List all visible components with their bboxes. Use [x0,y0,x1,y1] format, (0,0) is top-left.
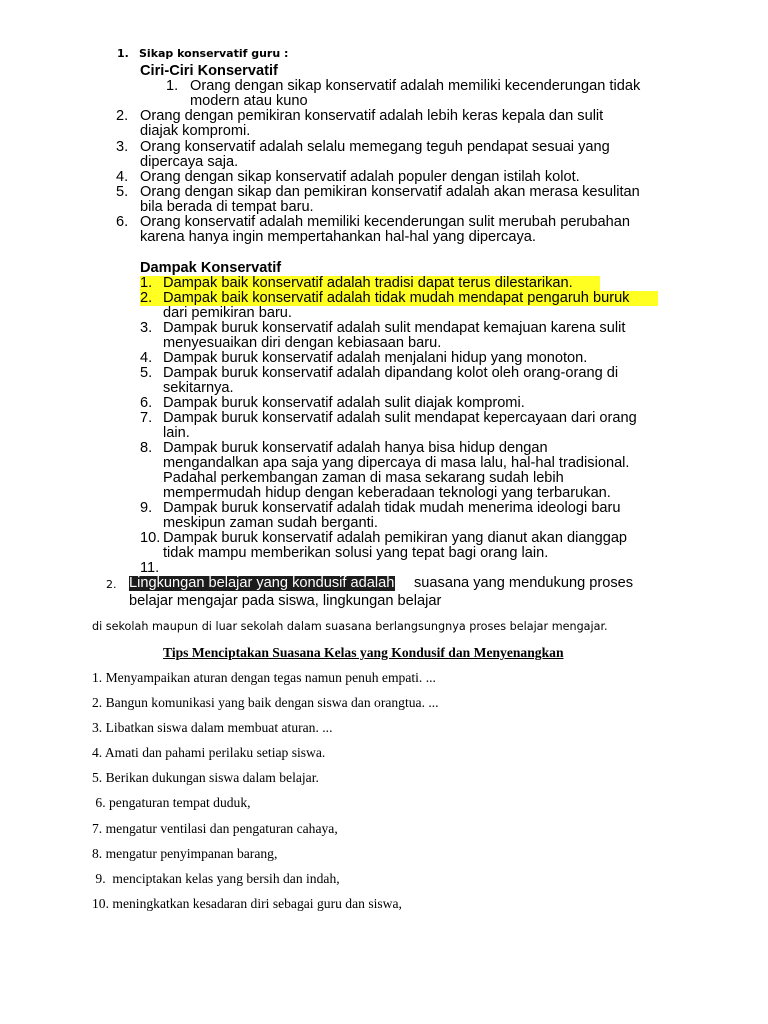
list-item: Orang dengan pemikiran konservatif adalah lebih keras kepala dan sulit [140,108,604,124]
list-item-number: 6. [140,395,153,411]
list-item: mengandalkan apa saja yang dipercaya di masa lalu, hal-hal tradisional. [163,455,630,471]
highlighted-list-item [140,291,658,306]
tip-item: 6. pengaturan tempat duduk, [92,795,251,810]
section-number: 2. [106,578,117,591]
list-item: menyesuaikan diri dengan kebiasaan baru. [163,335,442,351]
list-item: Orang dengan sikap dan pemikiran konservatif adalah akan merasa kesulitan [140,184,640,200]
list-item-number: 3. [140,320,153,336]
list-item: Dampak buruk konservatif adalah pemikiran yang dianut akan dianggap [163,530,628,546]
list-item: modern atau kuno [190,93,308,109]
list-item-number: 1. [166,78,179,94]
list-item-number: 4. [116,169,129,185]
list-item-number: 9. [140,500,153,516]
list-item: Orang konservatif adalah selalu memegang teguh pendapat sesuai yang [140,139,610,155]
definition-text: di sekolah maupun di luar sekolah dalam suasana berlangsungnya proses belajar mengajar. [92,620,608,633]
tip-item: 7. mengatur ventilasi dan pengaturan cahaya, [92,821,338,836]
list-item-number: 5. [140,365,153,381]
list-item: Dampak buruk konservatif adalah dipandang kolot oleh orang-orang di [163,365,619,381]
list-item: Dampak buruk konservatif adalah sulit mendapat kepercayaan dari orang [163,410,637,426]
highlighted-list-item [140,276,600,291]
list-item-number: 10. [140,530,161,546]
section-title: Sikap konservatif guru : [139,47,289,60]
list-item-number: 4. [140,350,153,366]
definition-text: belajar mengajar pada siswa, lingkungan belajar [129,593,442,609]
list-item: tidak mampu memberikan solusi yang tepat bagi orang lain. [163,545,549,561]
highlighted-definition: Lingkungan belajar yang kondusif adalah [129,575,395,591]
list-item-number: 5. [116,184,129,200]
tip-item: 1. Menyampaikan aturan dengan tegas namun penuh empati. ... [92,670,436,685]
list-item: Padahal perkembangan zaman di masa sekarang sudah lebih [163,470,564,486]
tips-heading: Tips Menciptakan Suasana Kelas yang Kondusif dan Menyenangkan [163,645,564,660]
list-item: mempermudah hidup dengan keberadaan teknologi yang terbarukan. [163,485,611,501]
list-item: dipercaya saja. [140,154,239,170]
list-item: Dampak buruk konservatif adalah menjalani hidup yang monoton. [163,350,588,366]
list-item: Dampak baik konservatif adalah tradisi dapat terus dilestarikan. [163,275,573,291]
list-item: Orang konservatif adalah memiliki kecenderungan sulit merubah perubahan [140,214,630,230]
list-item: lain. [163,425,190,441]
dampak-heading: Dampak Konservatif [140,260,282,276]
list-item: dari pemikiran baru. [163,305,292,321]
section-number: 1. [117,47,129,60]
definition-text: suasana yang mendukung proses [414,575,634,591]
list-item: Dampak buruk konservatif adalah tidak mudah menerima ideologi baru [163,500,621,516]
list-item-number: 3. [116,139,129,155]
list-item: karena hanya ingin mempertahankan hal-hal yang dipercaya. [140,229,536,245]
tip-item: 9. menciptakan kelas yang bersih dan indah, [92,871,340,886]
list-item: sekitarnya. [163,380,234,396]
list-item: diajak kompromi. [140,123,251,139]
list-item-number: 2. [140,290,153,306]
list-item: Dampak buruk konservatif adalah sulit diajak kompromi. [163,395,525,411]
tip-item: 5. Berikan dukungan siswa dalam belajar. [92,770,319,785]
list-item: Dampak buruk konservatif adalah hanya bisa hidup dengan [163,440,548,456]
list-item-number: 2. [116,108,129,124]
tip-item: 4. Amati dan pahami perilaku setiap siswa. [92,745,326,760]
list-item-number: 7. [140,410,153,426]
tip-item: 2. Bangun komunikasi yang baik dengan siswa dan orangtua. ... [92,695,439,710]
list-item: Dampak buruk konservatif adalah sulit mendapat kemajuan karena sulit [163,320,626,336]
list-item-number: 8. [140,440,153,456]
tip-item: 3. Libatkan siswa dalam membuat aturan. ... [92,720,333,735]
tip-item: 8. mengatur penyimpanan barang, [92,846,278,861]
list-item-number: 11. [140,560,160,576]
list-item: meskipun zaman sudah berganti. [163,515,378,531]
tip-item: 10. meningkatkan kesadaran diri sebagai guru dan siswa, [92,896,402,911]
list-item: bila berada di tempat baru. [140,199,314,215]
list-item: Orang dengan sikap konservatif adalah populer dengan istilah kolot. [140,169,580,185]
list-item-number: 6. [116,214,129,230]
list-item: Orang dengan sikap konservatif adalah memiliki kecenderungan tidak [190,78,641,94]
ciri-heading: Ciri-Ciri Konservatif [140,63,278,79]
list-item-number: 1. [140,275,153,291]
list-item: Dampak baik konservatif adalah tidak mudah mendapat pengaruh buruk [163,290,630,306]
